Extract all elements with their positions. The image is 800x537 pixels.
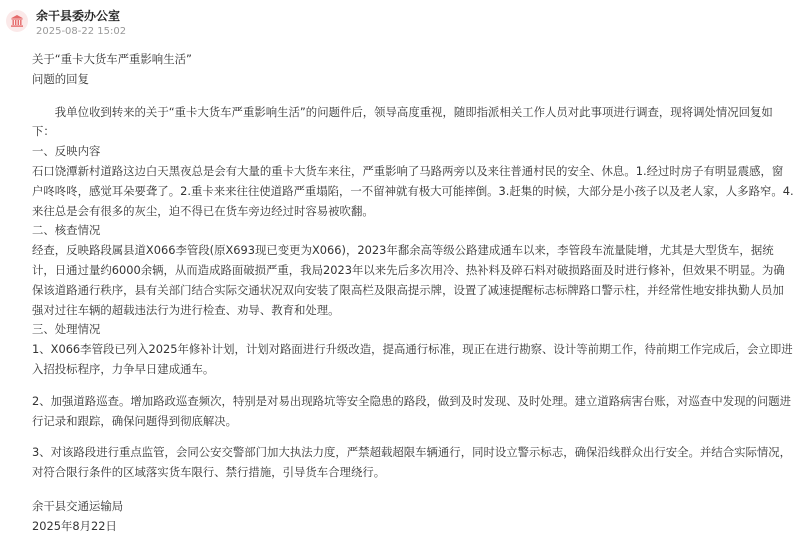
intro-paragraph: 我单位收到转来的关于“重卡大货车严重影响生活”的问题件后，领导高度重视，随即指派相关工作人员对此事项进行调查，现将调处情况回复如下：: [32, 104, 773, 139]
section-2-text: 经查，反映路段属县道X066李管段(原X693现已变更为X066)，2023年鄱余高等级公路建成通车以来，李管段车流量陡增，尤其是大型货车，据统计，日通过量约6000余辆，从而造成路面破损严重，我局2023年以来先后多次用冷、热补料及碎石料对破损路面及时进行修补，但效果不明显。为确保该道路通行秩序，县有关部门结合实际交通状况双向安装了限高栏及限高提示牌，设置了减速提醒标志标牌路口警示柱，并经常性地安排执勤人员加强对过往车辆的超载违法行为进行检查、劝导、教育和处理。: [32, 243, 785, 317]
reply-article: [32, 50, 794, 537]
signature-date: 2025年8月22日: [32, 518, 117, 533]
title-line-1: 关于“重卡大货车严重影响生活”: [32, 52, 192, 66]
signature-org: 余干县交通运输局: [32, 498, 124, 513]
section-1-text: 石口饶潭新村道路这边白天黑夜总是会有大量的重卡大货车来往，严重影响了马路两旁以及来往普通村民的安全、休息。1.经过时房子有明显震感，窗户咚咚咚，感觉耳朵要聋了。2.重卡来来往往使道路严重塌陷，一不留神就有极大可能摔倒。3.赶集的时候，大部分是小孩子以及老人家，人多路窄。4.来往总是会有很多的灰尘，迫不得已在货车旁边经过时容易被吹翻。: [32, 163, 794, 218]
measure-item-1: 1、X066李管段已列入2025年修补计划，计划对路面进行升级改造，提高通行标准，现正在进行勘察、设计等前期工作，待前期工作完成后，会立即进入招投标程序，力争早日建成通车。: [32, 342, 793, 376]
section-1-heading: 一、反映内容: [32, 144, 101, 159]
post-header: [6, 8, 126, 44]
measure-item-3: 3、对该路段进行重点监管，会同公安交警部门加大执法力度，严禁超载超限车辆通行，同时设立警示标志，确保沿线群众出行安全。并结合实际情况，对符合限行条件的区域落实货车限行、禁行措施，引导货车合理绕行。: [32, 445, 792, 480]
sender-block: [36, 8, 126, 39]
section-3-heading: 三、处理情况: [32, 322, 101, 337]
measure-item-2: 2、加强道路巡查。增加路政巡查频次，特别是对易出现路坑等安全隐患的路段，做到及时发现、及时处理。建立道路病害台账，对巡查中发现的问题进行记录和跟踪，确保问题得到彻底解决。: [32, 393, 792, 428]
sender-name[interactable]: 余干县委办公室: [36, 9, 121, 23]
government-building-icon: [10, 14, 24, 28]
title-line-2: 问题的回复: [32, 71, 89, 86]
section-2-heading: 二、核查情况: [32, 223, 101, 238]
avatar[interactable]: [6, 10, 28, 32]
post-timestamp: 2025-08-22 15:02: [36, 26, 127, 37]
